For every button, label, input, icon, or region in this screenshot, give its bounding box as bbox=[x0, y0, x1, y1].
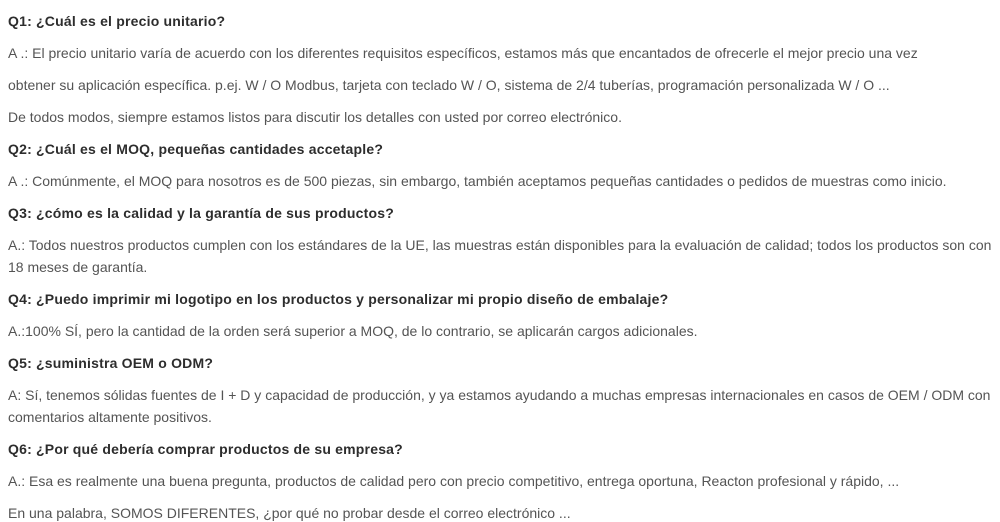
faq-section bbox=[8, 10, 992, 522]
faq-answer-line: A .: El precio unitario varía de acuerdo con los diferentes requisitos específicos, estamos más que encantados de ofrecerle el mejor precio una vez bbox=[8, 45, 918, 61]
faq-answer-line: A: Sí, tenemos sólidas fuentes de I + D y capacidad de producción, y ya estamos ayudando a muchas empresas internacionales en casos de OEM / ODM con bbox=[8, 387, 991, 403]
faq-answer-paragraph bbox=[8, 234, 992, 278]
faq-answer-paragraph bbox=[8, 320, 992, 342]
faq-question-2: Q2: ¿Cuál es el MOQ, pequeñas cantidades accetaple? bbox=[8, 141, 384, 157]
faq-answer-paragraph bbox=[8, 42, 992, 64]
faq-question-5: Q5: ¿suministra OEM o ODM? bbox=[8, 355, 214, 371]
faq-answer-paragraph bbox=[8, 384, 992, 428]
faq-question-6: Q6: ¿Por qué debería comprar productos de su empresa? bbox=[8, 441, 403, 457]
faq-answer-paragraph bbox=[8, 106, 992, 128]
faq-answer-line: 18 meses de garantía. bbox=[8, 259, 148, 275]
faq-answer-line: comentarios altamente positivos. bbox=[8, 409, 212, 425]
faq-question-1: Q1: ¿Cuál es el precio unitario? bbox=[8, 13, 226, 29]
faq-answer-line: obtener su aplicación específica. p.ej. W / O Modbus, tarjeta con teclado W / O, sistema de 2/4 tuberías, programación personalizada W / O ... bbox=[8, 77, 890, 93]
faq-answer-line: A.: Esa es realmente una buena pregunta, productos de calidad pero con precio competitivo, entrega oportuna, Reacton profesional y rápido, ... bbox=[8, 473, 900, 489]
faq-answer-line: A.: Todos nuestros productos cumplen con los estándares de la UE, las muestras están disponibles para la evaluación de calidad; todos los productos son con bbox=[8, 237, 992, 253]
faq-answer-line: En una palabra, SOMOS DIFERENTES, ¿por qué no probar desde el correo electrónico ... bbox=[8, 505, 571, 521]
faq-question-4: Q4: ¿Puedo imprimir mi logotipo en los productos y personalizar mi propio diseño de embalaje? bbox=[8, 291, 669, 307]
faq-answer-paragraph bbox=[8, 74, 992, 96]
faq-question-3: Q3: ¿cómo es la calidad y la garantía de sus productos? bbox=[8, 205, 394, 221]
faq-answer-paragraph bbox=[8, 470, 992, 492]
faq-answer-line: A .: Comúnmente, el MOQ para nosotros es de 500 piezas, sin embargo, también aceptamos pequeñas cantidades o pedidos de muestras como inicio. bbox=[8, 173, 947, 189]
faq-answer-paragraph bbox=[8, 170, 992, 192]
faq-answer-line: De todos modos, siempre estamos listos para discutir los detalles con usted por correo electrónico. bbox=[8, 109, 622, 125]
faq-answer-line: A.:100% SÍ, pero la cantidad de la orden será superior a MOQ, de lo contrario, se aplicarán cargos adicionales. bbox=[8, 323, 698, 339]
faq-answer-paragraph bbox=[8, 502, 992, 522]
